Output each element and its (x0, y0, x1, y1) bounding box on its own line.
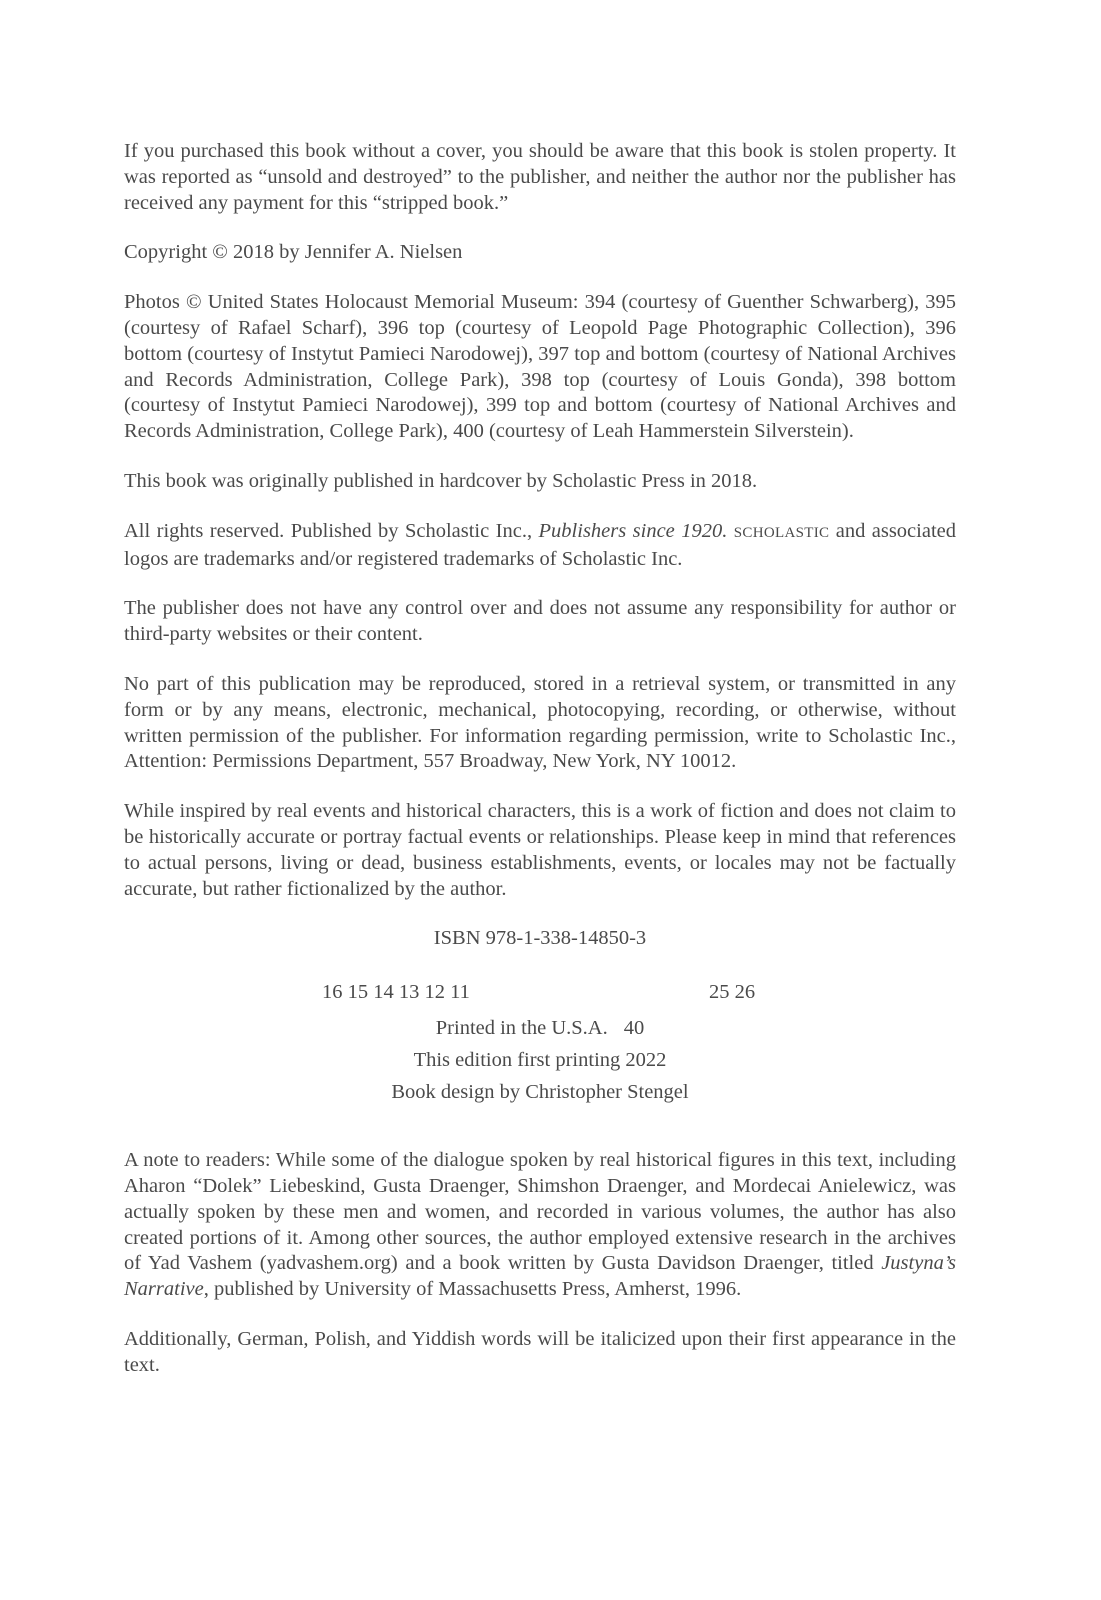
rights-statement (124, 519, 956, 573)
reproduction-notice: No part of this publication may be reproduced, stored in a retrieval system, or transmitted in any form or by any means, electronic, mechanical, photocopying, recording, or otherwise, without written permission of the publisher. For information regarding permission, write to Scholastic Inc., Attention: Permissions Department, 557 Broadway, New York, NY 10012. (124, 672, 956, 773)
printing-numbers (124, 980, 956, 1008)
rights-text-2: and associated logos are trademarks and/or registered trademarks of Scholastic Inc. (124, 519, 956, 570)
italics-note: Additionally, German, Polish, and Yiddish words will be italicized upon their first appearance in the text. (124, 1327, 956, 1376)
note-text-2: , published by University of Massachusetts Press, Amherst, 1996. (203, 1278, 742, 1301)
isbn: ISBN 978-1-338-14850-3 (433, 927, 647, 950)
printing-numbers-right: 25 26 (709, 981, 756, 1004)
design-credit: Book design by Christopher Stengel (391, 1081, 689, 1104)
colophon (124, 1014, 956, 1110)
copyright-line: Copyright © 2018 by Jennifer A. Nielsen (124, 241, 463, 264)
note-text-1: A note to readers: While some of the dialogue spoken by real historical figures in this text, including Aharon “Dolek” Liebeskind, Gusta Draenger, Shimshon Draenger, and Mordecai Anielewicz, was actually spoken by these men and women, and recorded in various volumes, the author has also created portions of it. Among other sources, the author employed extensive research in the archives of Yad Vashem (yadvashem.org) and a book written by Gusta Davidson Draenger, titled (124, 1149, 956, 1275)
printing-numbers-left: 16 15 14 13 12 11 (322, 981, 470, 1004)
photo-credits: Photos © United States Holocaust Memorial Museum: 394 (courtesy of Guenther Schwarberg), 395 (courtesy of Rafael Scharf), 396 top (courtesy of Leopold Page Photographic Collection), 396 bottom (courtesy of Instytut Pamieci Narodowej), 397 top and bottom (courtesy of National Archives and Records Administration, College Park), 398 top (courtesy of Louis Gonda), 398 bottom (courtesy of Instytut Pamieci Narodowej), 399 top and bottom (courtesy of National Archives and Records Administration, College Park), 400 (courtesy of Leah Hammerstein Silverstein). (124, 291, 956, 443)
copyright-page (124, 139, 956, 1403)
book-title: Justyna’s Narrative (124, 1252, 956, 1301)
printed-in: Printed in the U.S.A. (435, 1017, 608, 1040)
fiction-disclaimer: While inspired by real events and historical characters, this is a work of fiction and does not claim to be historically accurate or portray factual events or relationships. Please keep in mind that references to actual persons, living or dead, business establishments, events, or locales may not be factually accurate, but rather fictionalized by the author. (124, 800, 956, 900)
printed-code: 40 (623, 1017, 645, 1040)
publisher-tagline: Publishers since 1920. (538, 519, 728, 542)
note-to-readers (124, 1148, 956, 1303)
rights-text-1: All rights reserved. Published by Scholastic Inc., (124, 519, 539, 542)
edition-line: This edition first printing 2022 (413, 1049, 667, 1072)
printed-in-line (124, 1014, 956, 1046)
websites-disclaimer: The publisher does not have any control over and does not assume any responsibility for author or third-party websites or their content. (124, 597, 956, 646)
scholastic-brand: SCHOLASTIC (733, 524, 830, 541)
stripped-book-notice: If you purchased this book without a cover, you should be aware that this book is stolen property. It was reported as “unsold and destroyed” to the publisher, and neither the author nor the publisher has received any payment for this “stripped book.” (124, 140, 956, 214)
original-publication: This book was originally published in hardcover by Scholastic Press in 2018. (124, 469, 758, 492)
